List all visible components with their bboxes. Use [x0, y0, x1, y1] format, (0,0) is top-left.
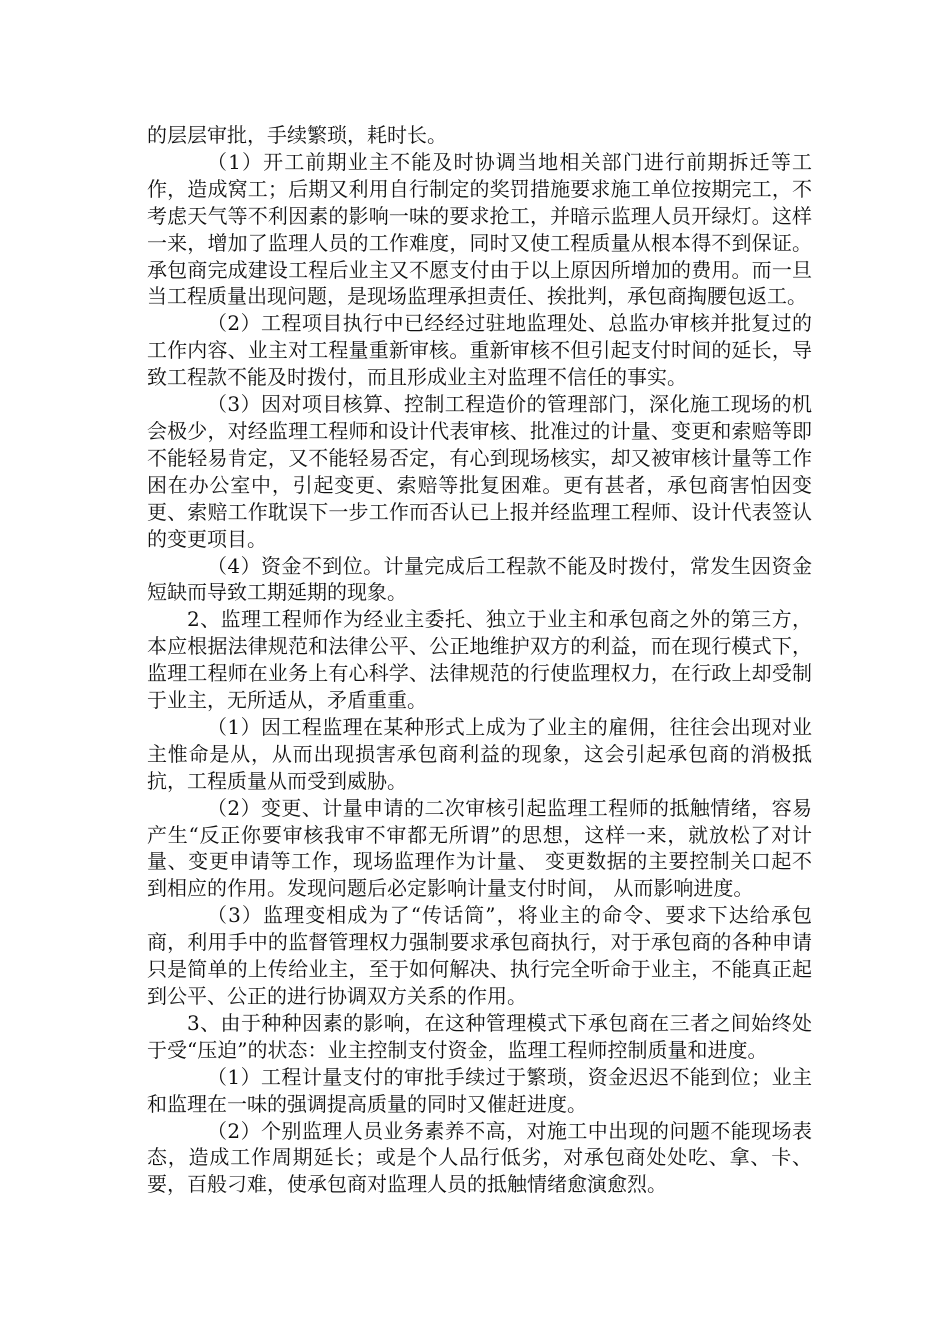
paragraph-10: （1）工程计量支付的审批手续过于繁琐，资金迟迟不能到位；业主和监理在一味的强调提高质量的同时又催赶进度。 — [147, 1064, 812, 1116]
paragraph-1: （1）开工前期业主不能及时协调当地相关部门进行前期拆迁等工作，造成窝工；后期又利用自行制定的奖罚措施要求施工单位按期完工，不考虑天气等不利因素的影响一味的要求抢工，并暗示监理人员开绿灯。这样一来，增加了监理人员的工作难度，同时又使工程质量从根本得不到保证。承包商完成建设工程后业主又不愿支付由于以上原因所增加的费用。而一旦当工程质量出现问题，是现场监理承担责任、挨批判，承包商掏腰包返工。 — [147, 149, 812, 309]
paragraph-8: （3）监理变相成为了“传话筒”，将业主的命令、要求下达给承包商，利用手中的监督管理权力强制要求承包商执行，对于承包商的各种申请只是简单的上传给业主，至于如何解决、执行完全听命于业主，不能真正起到公平、公正的进行协调双方关系的作用。 — [147, 903, 812, 1008]
document-body — [147, 122, 812, 1198]
paragraph-9: 3、由于种种因素的影响，在这种管理模式下承包商在三者之间始终处于受“压迫”的状态：业主控制支付资金，监理工程师控制质量和进度。 — [147, 1010, 812, 1062]
paragraph-3: （3）因对项目核算、控制工程造价的管理部门，深化施工现场的机会极少，对经监理工程师和设计代表审核、批准过的计量、变更和索赔等即不能轻易肯定，又不能轻易否定，有心到现场核实，却又被审核计量等工作困在办公室中，引起变更、索赔等批复困难。更有甚者，承包商害怕因变更、索赔工作耽误下一步工作而否认已上报并经监理工程师、设计代表签认的变更项目。 — [147, 392, 812, 551]
paragraph-0: 的层层审批，手续繁琐，耗时长。 — [147, 123, 447, 147]
paragraph-7: （2）变更、计量申请的二次审核引起监理工程师的抵触情绪，容易产生“反正你要审核我审不审都无所谓”的思想，这样一来，就放松了对计量、变更申请等工作，现场监理作为计量、 变更数据的主要控制关口起不到相应的作用。发现问题后必定影响计量支付时间， 从而影响进度。 — [147, 795, 812, 901]
paragraph-11: （2）个别监理人员业务素养不高，对施工中出现的问题不能现场表态，造成工作周期延长；或是个人品行低劣，对承包商处处吃、拿、卡、要，百般刁难，使承包商对监理人员的抵触情绪愈演愈烈。 — [147, 1118, 812, 1197]
paragraph-2: （2）工程项目执行中已经经过驻地监理处、总监办审核并批复过的工作内容、业主对工程量重新审核。重新审核不但引起支付时间的延长，导致工程款不能及时拨付，而且形成业主对监理不信任的事实。 — [147, 311, 812, 390]
paragraph-5: 2、监理工程师作为经业主委托、独立于业主和承包商之外的第三方，本应根据法律规范和法律公平、公正地维护双方的利益，而在现行模式下，监理工程师在业务上有心科学、法律规范的行使监理权力，在行政上却受制于业主，无所适从，矛盾重重。 — [147, 607, 812, 713]
paragraph-4: （4）资金不到位。计量完成后工程款不能及时拨付，常发生因资金短缺而导致工期延期的现象。 — [147, 553, 812, 605]
paragraph-6: （1）因工程监理在某种形式上成为了业主的雇佣，往往会出现对业主惟命是从，从而出现损害承包商利益的现象，这会引起承包商的消极抵抗，工程质量从而受到威胁。 — [147, 714, 812, 793]
